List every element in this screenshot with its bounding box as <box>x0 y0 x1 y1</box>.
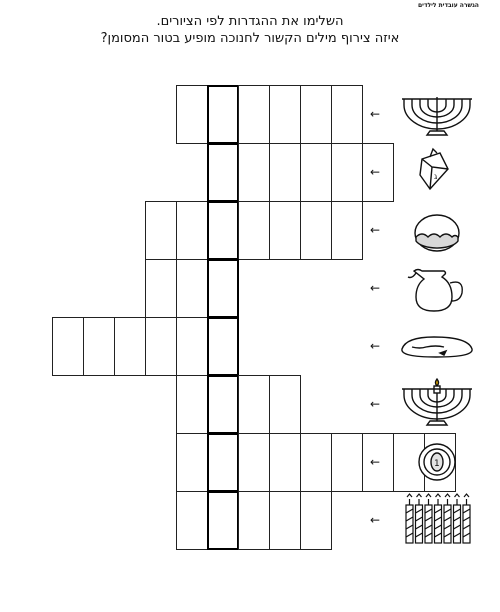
lit-menorah-icon <box>392 377 482 431</box>
crossword-cell[interactable] <box>269 85 301 144</box>
worksheet-brand: הגשרה עובדית לילדים <box>418 2 479 9</box>
page-title: השלימו את ההגדרות לפי הציורים. <box>156 14 344 29</box>
key-column-cell[interactable] <box>207 375 239 434</box>
crossword-cell[interactable] <box>145 317 177 376</box>
clue-arrow: ← <box>369 339 381 353</box>
crossword-cell[interactable] <box>238 491 270 550</box>
key-column-cell[interactable] <box>207 317 239 376</box>
crossword-cell[interactable] <box>331 433 363 492</box>
menorah-icon <box>392 87 482 141</box>
crossword-cell[interactable] <box>176 85 208 144</box>
clue-arrow: ← <box>369 513 381 527</box>
crossword-cell[interactable] <box>300 201 332 260</box>
crossword-cell[interactable] <box>331 201 363 260</box>
crossword-cell[interactable] <box>269 433 301 492</box>
crossword-cell[interactable] <box>145 259 177 318</box>
crossword-cell[interactable] <box>176 317 208 376</box>
coin-icon <box>392 435 482 489</box>
crossword-cell[interactable] <box>176 201 208 260</box>
key-column-cell[interactable] <box>207 201 239 260</box>
crossword-cell[interactable] <box>114 317 146 376</box>
crossword-cell[interactable] <box>176 375 208 434</box>
key-column-cell[interactable] <box>207 491 239 550</box>
crossword-cell[interactable] <box>176 433 208 492</box>
clue-arrow: ← <box>369 107 381 121</box>
pita-icon <box>392 319 482 373</box>
clue-arrow: ← <box>369 397 381 411</box>
crossword-cell[interactable] <box>83 317 115 376</box>
crossword-cell[interactable] <box>238 433 270 492</box>
crossword-cell[interactable] <box>269 375 301 434</box>
crossword-cell[interactable] <box>269 491 301 550</box>
crossword-cell[interactable] <box>300 85 332 144</box>
crossword-cell[interactable] <box>176 491 208 550</box>
sufganiyah-icon <box>392 203 482 257</box>
svg-text:ג: ג <box>434 172 438 181</box>
key-column-cell[interactable] <box>207 85 239 144</box>
crossword-cell[interactable] <box>300 491 332 550</box>
clue-arrow: ← <box>369 455 381 469</box>
svg-text:1: 1 <box>434 459 440 469</box>
crossword-cell[interactable] <box>331 143 363 202</box>
key-column-cell[interactable] <box>207 433 239 492</box>
crossword-cell[interactable] <box>238 85 270 144</box>
page-instructions: איזה צירוף מילים הקשור לחנוכה מופיע בטור המסומן? <box>100 31 400 46</box>
key-column-cell[interactable] <box>207 143 239 202</box>
clue-arrow: ← <box>369 165 381 179</box>
crossword-cell[interactable] <box>145 201 177 260</box>
crossword-cell[interactable] <box>269 201 301 260</box>
crossword-cell[interactable] <box>238 143 270 202</box>
crossword-cell[interactable] <box>300 143 332 202</box>
clue-arrow: ← <box>369 223 381 237</box>
crossword-cell[interactable] <box>176 259 208 318</box>
candles-icon <box>392 493 482 547</box>
crossword-cell[interactable] <box>238 375 270 434</box>
crossword-cell[interactable] <box>52 317 84 376</box>
crossword-cell[interactable] <box>238 201 270 260</box>
crossword-cell[interactable] <box>269 143 301 202</box>
crossword-cell[interactable] <box>331 85 363 144</box>
crossword-cell[interactable] <box>300 433 332 492</box>
key-column-cell[interactable] <box>207 259 239 318</box>
oil-jug-icon <box>392 261 482 315</box>
dreidel-icon <box>392 145 482 199</box>
clue-arrow: ← <box>369 281 381 295</box>
